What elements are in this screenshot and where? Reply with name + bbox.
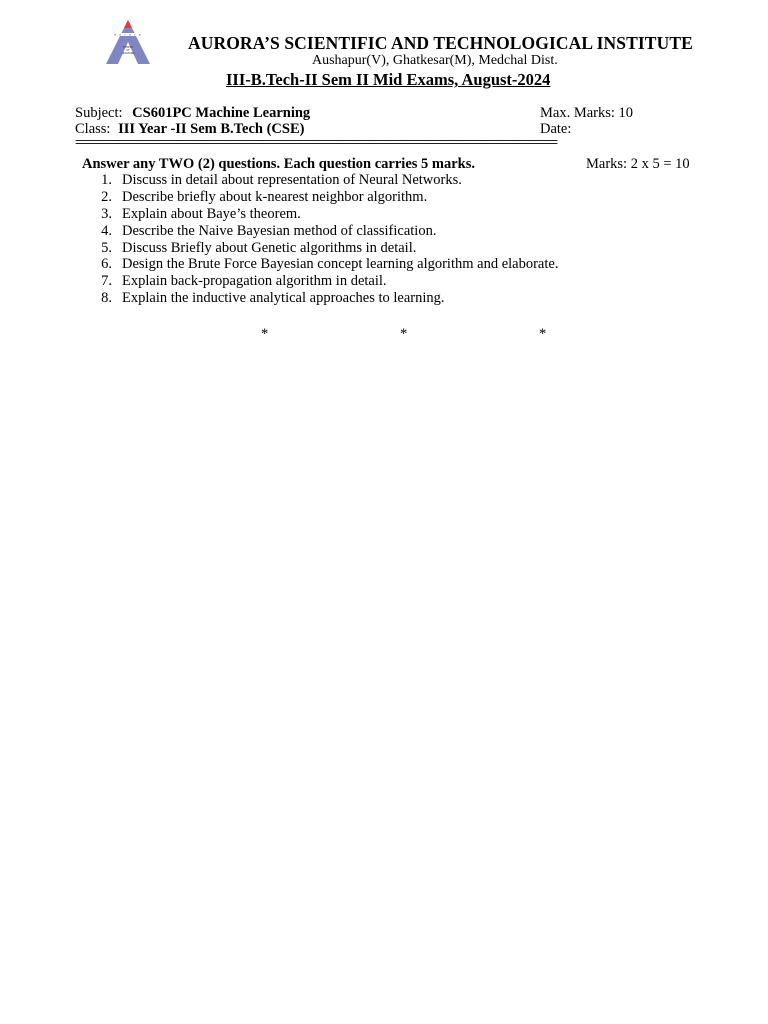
marks-note: Marks: 2 x 5 = 10 [586,156,690,172]
question-item [96,256,559,273]
subject-row [75,105,310,122]
question-number: 6. [101,256,112,273]
question-number: 3. [101,205,112,222]
question-text: Discuss Briefly about Genetic algorithms in detail. [122,239,417,256]
question-text: Explain back-propagation algorithm in detail. [122,273,387,290]
institute-name: AURORA’S SCIENTIFIC AND TECHNOLOGICAL INSTITUTE [188,33,693,53]
question-number: 8. [101,290,112,307]
class-value: III Year -II Sem B.Tech (CSE) [118,121,305,137]
max-marks: Max. Marks: 10 [540,105,634,121]
question-item [96,239,417,257]
class-row [75,121,304,138]
exam-title: III-B.Tech-II Sem II Mid Exams, August-2024 [226,70,551,89]
end-mark: * [261,326,269,342]
question-item [96,222,437,240]
subject-label: Subject: [75,105,123,121]
institute-logo [104,18,152,66]
svg-text:TEMPLE: TEMPLE [122,46,134,49]
question-text: Explain about Baye’s theorem. [122,205,301,222]
subject-value: CS601PC Machine Learning [132,105,311,121]
question-text: Describe the Naive Bayesian method of classification. [122,222,437,239]
svg-text:OF: OF [126,49,130,52]
question-number: 7. [101,273,112,290]
end-mark: * [539,326,547,342]
svg-text:LEARNING: LEARNING [121,52,135,55]
question-text: Discuss in detail about representation of Neural Networks. [122,172,462,188]
question-text: Explain the inductive analytical approaches to learning. [122,290,445,307]
question-item [96,205,301,223]
instructions: Answer any TWO (2) questions. Each question carries 5 marks. [82,156,476,172]
question-number: 1. [101,172,112,188]
date-label: Date: [540,121,572,137]
question-item [96,290,445,307]
question-item [96,188,428,206]
svg-text:a u r o r a: a u r o r a [114,32,142,37]
question-number: 4. [101,222,112,239]
class-label: Class: [75,121,111,137]
question-text: Describe briefly about k-nearest neighbor algorithm. [122,188,428,205]
institute-address: Aushapur(V), Ghatkesar(M), Medchal Dist. [312,53,558,68]
question-item [96,273,387,290]
question-number: 2. [101,188,112,205]
question-item [96,172,462,189]
question-text: Design the Brute Force Bayesian concept learning algorithm and elaborate. [122,256,559,273]
end-mark: * [400,326,408,342]
question-number: 5. [101,239,112,256]
separator-line: ========================================================================================== [75,137,557,150]
question-list [96,172,559,307]
